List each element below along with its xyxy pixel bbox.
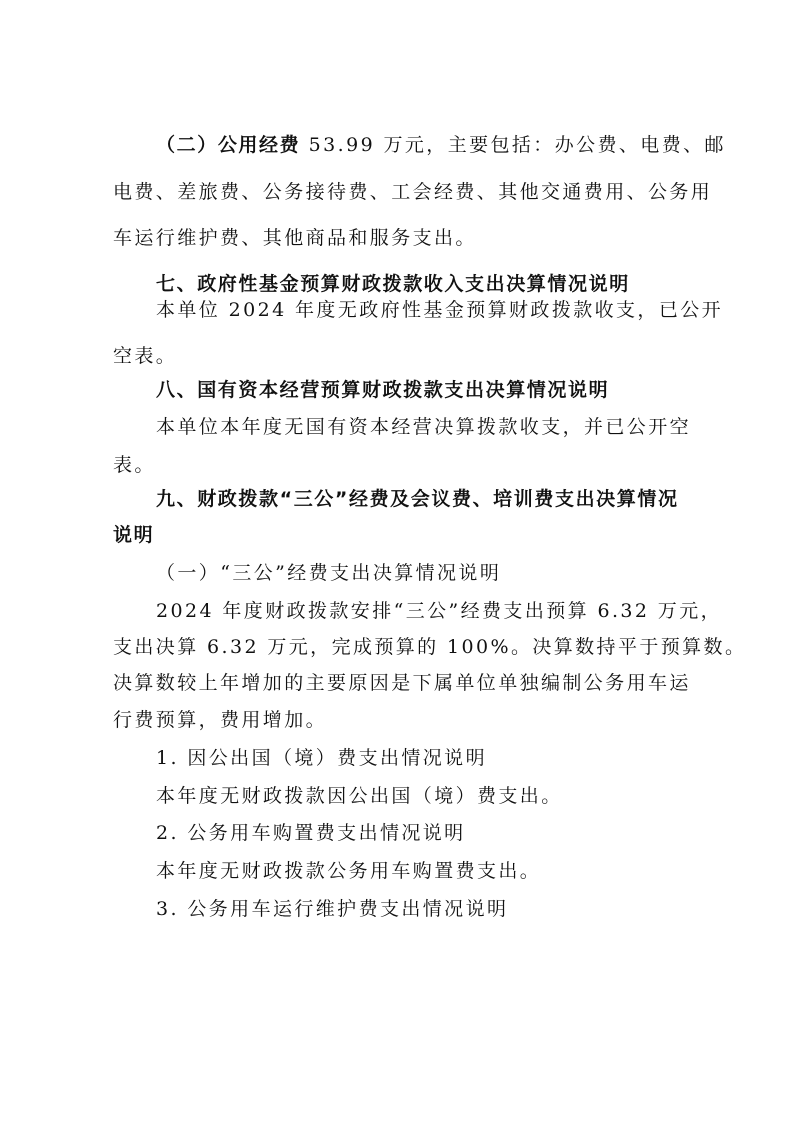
public-funds-rest: 53.99 万元，主要包括：办公费、电费、邮 [300,134,726,156]
paragraph-section-8-line2: 表。 [113,454,156,476]
heading-section-8: 八、国有资本经营预算财政拨款支出决算情况说明 [156,379,610,401]
item-2-text: 本年度无财政拨款公务用车购置费支出。 [156,860,542,882]
item-2-title: 2. 公务用车购置费支出情况说明 [156,822,466,844]
item-3-title: 3. 公务用车运行维护费支出情况说明 [156,898,509,920]
item-1-text: 本年度无财政拨款因公出国（境）费支出。 [156,785,563,807]
heading-section-9-line1: 九、财政拨款“三公”经费及会议费、培训费支出决算情况 [156,488,679,510]
paragraph-section-7-line1: 本单位 2024 年度无政府性基金预算财政拨款收支，已公开 [156,299,724,321]
heading-section-9-line2: 说明 [113,524,155,546]
paragraph-three-public-line2: 支出决算 6.32 万元，完成预算的 100%。决算数持平于预算数。 [113,636,747,658]
paragraph-three-public-line3: 决算数较上年增加的主要原因是下属单位单独编制公务用车运 [113,672,691,694]
paragraph-public-funds-line2: 电费、差旅费、公务接待费、工会经费、其他交通费用、公务用 [113,181,713,203]
item-1-title: 1. 因公出国（境）费支出情况说明 [156,747,487,769]
paragraph-three-public-line1: 2024 年度财政拨款安排“三公”经费支出预算 6.32 万元， [156,600,723,622]
paragraph-three-public-line4: 行费预算，费用增加。 [113,709,328,731]
heading-section-7: 七、政府性基金预算财政拨款收入支出决算情况说明 [156,273,630,295]
paragraph-section-8-line1: 本单位本年度无国有资本经营决算拨款收支，并已公开空 [156,416,692,438]
public-funds-bold: 公用经费 [217,134,301,156]
paragraph-public-funds-line3: 车运行维护费、其他商品和服务支出。 [113,227,477,249]
subheading-three-public-expenses: （一）“三公”经费支出决算情况说明 [156,562,502,584]
paragraph-public-funds-line1 [156,133,756,157]
paragraph-section-7-line2: 空表。 [113,345,178,367]
public-funds-prefix: （二） [156,134,218,156]
